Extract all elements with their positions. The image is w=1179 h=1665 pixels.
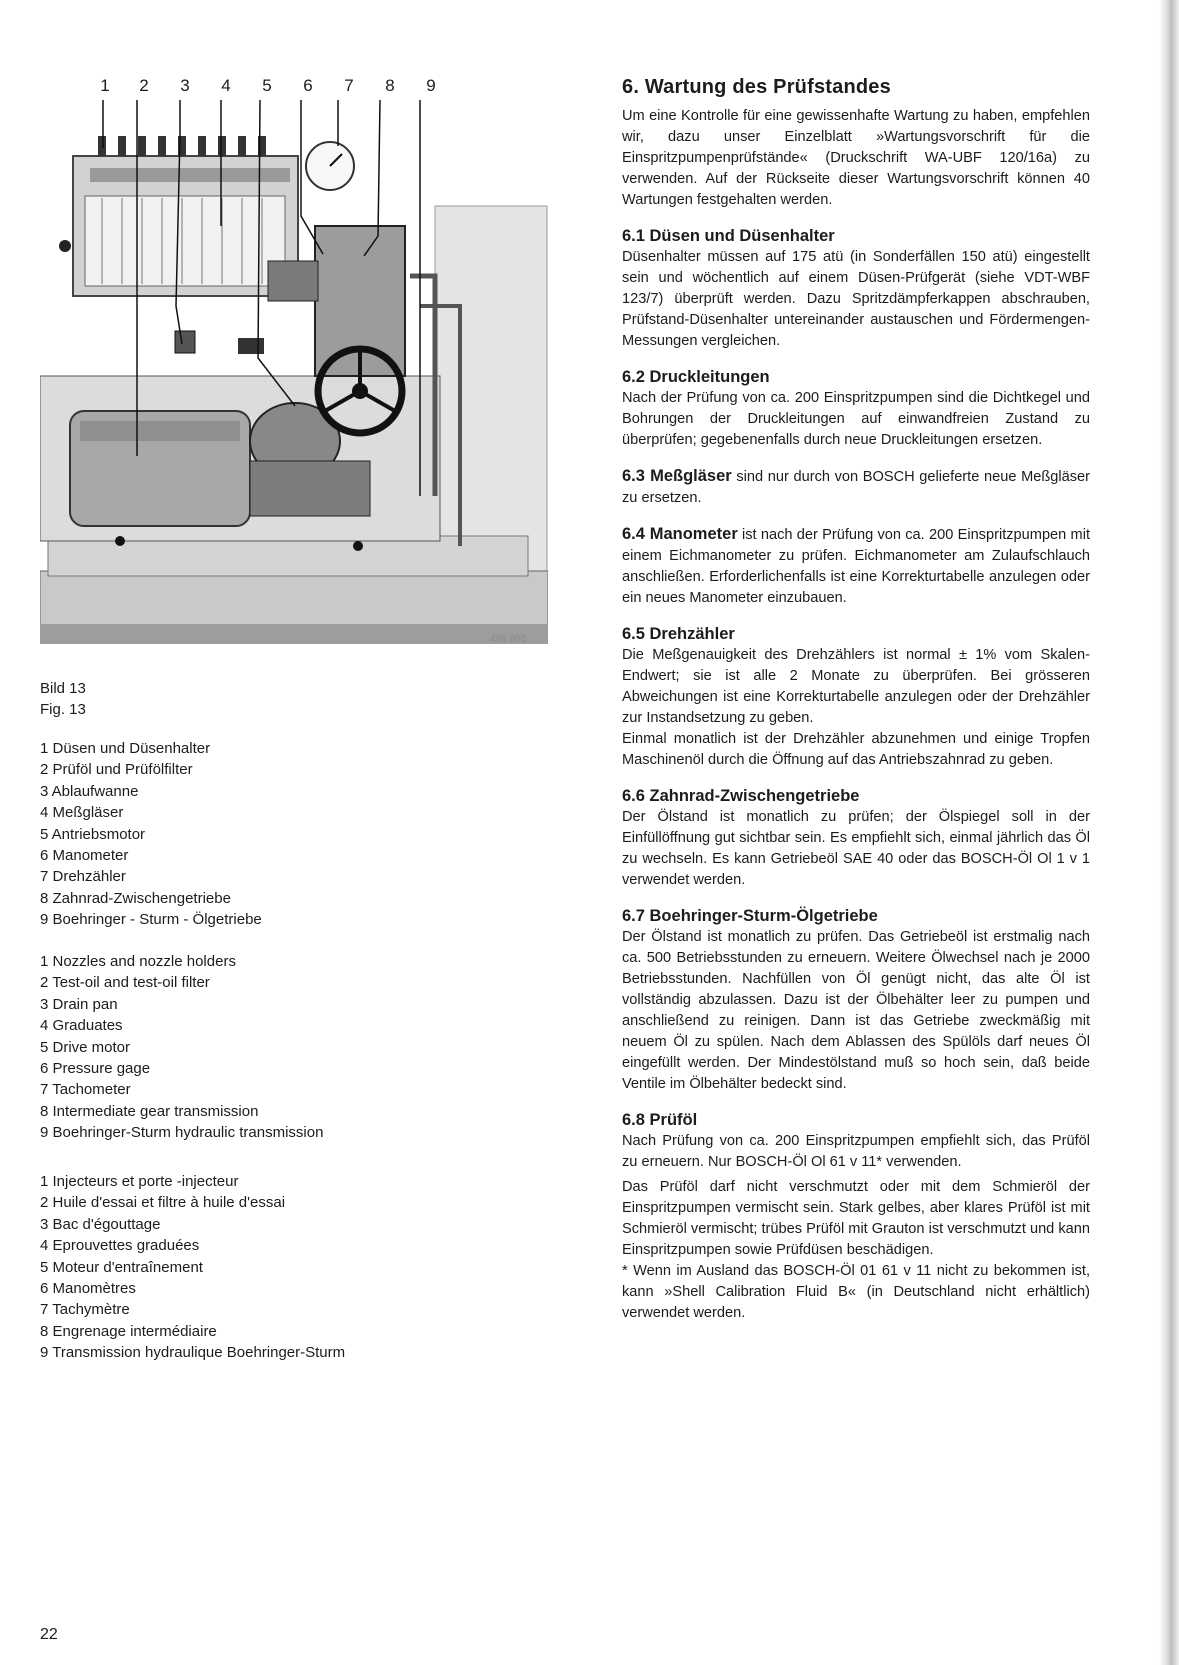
section-text: Nach Prüfung von ca. 200 Einspritzpumpen empfiehlt sich, das Prüföl zu erneuern. Nur BOSCH-Öl Ol 61 v 11* verwenden. xyxy=(622,1133,1090,1170)
legend-item: 9 Transmission hydraulique Boehringer-Sturm xyxy=(40,1344,346,1362)
legend-item: 5 Drive motor xyxy=(40,1038,131,1056)
legend-item: 1 Düsen und Düsenhalter xyxy=(40,740,211,757)
section-text: Nach der Prüfung von ca. 200 Einspritzpumpen sind die Dichtkegel und Bohrungen der Druckleitungen auf einwandfreien Zustand zu überprüfen; gegebenenfalls durch neue Druckleitungen ersetzen. xyxy=(622,390,1090,448)
section-text xyxy=(622,466,1090,509)
figure-code: 498 060 xyxy=(490,634,527,645)
section-6-1 xyxy=(622,226,1090,352)
figure-caption xyxy=(40,678,86,720)
section-text: Der Ölstand ist monatlich zu prüfen. Das Getriebeöl ist erstmalig nach ca. 500 Betriebsstunden zu erneuern. Weitere Ölwechsel nach je 2000 Betriebsstunden. Nachfüllen von Öl genügt nicht, das alte Öl ist vollständig abzulassen. Dazu ist der Ölbehälter leer zu pumpen und anschließend zu reinigen. Dann ist das Getriebe zweckmäßig mit neuem Öl zu spülen. Nach dem Ablassen des Spülöls darf neues Öl eingefüllt werden. Der Mindestölstand muß so hoch sein, daß beide Ventile im Ölbehälter bedeckt sind. xyxy=(622,929,1090,1092)
section-6-3 xyxy=(622,466,1090,509)
legend-item: 3 Bac d'égouttage xyxy=(40,1215,161,1233)
section-text: Düsenhalter müssen auf 175 atü (in Sonderfällen 150 atü) eingestellt sein und wöchentlich auf einem Düsen-Prüfgerät (siehe VDT-WBF 123/7) überprüft werden. Dazu Spritzdämpferkappen abschrauben, Prüfstand-Düsenhalter untereinander austauschen und Fördermengen-Messungen vergleichen. xyxy=(622,249,1090,349)
legend-item: 4 Eprouvettes graduées xyxy=(40,1237,200,1255)
section-title: 6.2 Druckleitungen xyxy=(622,368,770,386)
section-title: 6.5 Drehzähler xyxy=(622,625,735,643)
section-6-8 xyxy=(622,1110,1090,1261)
callout-2: 2 xyxy=(139,76,149,95)
section-6-4 xyxy=(622,524,1090,609)
legend-item: 8 Intermediate gear transmission xyxy=(40,1102,259,1120)
legend-item: 1 Nozzles and nozzle holders xyxy=(40,953,236,970)
section-text xyxy=(622,524,1090,609)
legend-item: 3 Drain pan xyxy=(40,995,118,1013)
legend-item: 3 Ablaufwanne xyxy=(40,782,139,800)
legend-item: 2 Test-oil and test-oil filter xyxy=(40,974,210,992)
section-6-5 xyxy=(622,624,1090,771)
caption-de: Bild 13 xyxy=(40,680,86,697)
footnote: * Wenn im Ausland das BOSCH-Öl 01 61 v 11 nicht zu bekommen ist, kann »Shell Calibration Fluid B« (in Deutschland nicht erhältlich) verwendet werden. xyxy=(622,1263,1090,1321)
maintenance-column xyxy=(622,76,1090,1324)
legend-item: 5 Antriebsmotor xyxy=(40,825,146,843)
legend-item: 4 Graduates xyxy=(40,1017,123,1035)
section-body: ist nach der Prüfung von ca. 200 Einspritzpumpen mit einem Eichmanometer zu prüfen. Eichmanometer am Zulaufschlauch anschließen. Erforderlichenfalls ist eine Korrekturtabelle anzulegen oder ein neues Manometer einzubauen. xyxy=(622,527,1090,606)
callout-4: 4 xyxy=(221,76,231,95)
test-bench-figure xyxy=(40,76,548,656)
legend-item: 7 Drehzähler xyxy=(40,868,126,886)
legend-item: 8 Engrenage intermédiaire xyxy=(40,1322,217,1340)
legend-french xyxy=(40,1171,345,1364)
legend-item: 6 Manomètres xyxy=(40,1280,136,1298)
section-text: Der Ölstand ist monatlich zu prüfen; der Ölspiegel soll in der Einfüllöffnung gut sichtbar sein. Es empfiehlt sich, einmal jährlich das Öl zu wechseln. Es kann Getriebeöl SAE 40 oder das BOSCH-Öl Ol 1 v 1 verwendet werden. xyxy=(622,809,1090,888)
section-title: 6.4 Manometer xyxy=(622,525,738,543)
section-title: 6.3 Meßgläser xyxy=(622,467,732,485)
callout-6: 6 xyxy=(303,76,313,95)
section-title: 6.8 Prüföl xyxy=(622,1111,698,1129)
legend-item: 6 Manometer xyxy=(40,847,129,865)
legend-item: 9 Boehringer-Sturm hydraulic transmission xyxy=(40,1124,324,1142)
callout-8: 8 xyxy=(385,76,395,95)
section-text-2: Das Prüföl darf nicht verschmutzt oder mit dem Schmieröl der Einspritzpumpen vermischt sein. Stark gelbes, aber klares Prüföl ist mit Schmieröl vermischt; trübes Prüföl mit Grauton ist verschmutzt und kann Einspritzpumpen sowie Prüfdüsen beschädigen. xyxy=(622,1179,1090,1258)
section-title: 6.6 Zahnrad-Zwischengetriebe xyxy=(622,787,860,805)
callout-7: 7 xyxy=(344,76,354,95)
section-6-2 xyxy=(622,367,1090,451)
legend-item: 2 Huile d'essai et filtre à huile d'essai xyxy=(40,1194,286,1212)
section-title: 6.1 Düsen und Düsenhalter xyxy=(622,227,835,245)
page-edge-shadow xyxy=(1159,0,1179,1665)
intro-paragraph: Um eine Kontrolle für eine gewissenhafte Wartung zu haben, empfehlen wir, dazu unser Einzelblatt »Wartungsvorschrift für die Einspritzpumpenprüfstände« (Druckschrift WA-UBF 120/16a) zu verwenden. Auf der Rückseite dieser Wartungsvorschrift können 40 Wartungen festgehalten werden. xyxy=(622,108,1090,208)
caption-en: Fig. 13 xyxy=(40,701,86,718)
legend-item: 6 Pressure gage xyxy=(40,1060,151,1078)
legend-item: 4 Meßgläser xyxy=(40,804,124,822)
legend-english xyxy=(40,951,323,1144)
legend-item: 7 Tachymètre xyxy=(40,1301,130,1319)
page-number: 22 xyxy=(40,1626,58,1643)
callout-3: 3 xyxy=(180,76,190,95)
section-body: sind nur durch von BOSCH gelieferte neue Meßgläser zu ersetzen. xyxy=(622,469,1091,506)
legend-item: 5 Moteur d'entraînement xyxy=(40,1258,203,1276)
main-heading: 6. Wartung des Prüfstandes xyxy=(622,76,891,98)
callout-9: 9 xyxy=(426,76,436,95)
section-text: Die Meßgenauigkeit des Drehzählers ist normal ± 1% vom Skalen-Endwert; sie ist alle 2 Monate zu überprüfen. Bei grösseren Abweichungen ist eine Korrekturtabelle anzulegen oder der Drehzähler zur Instandsetzung zu geben. xyxy=(622,647,1090,726)
legend-german xyxy=(40,738,262,931)
section-6-7 xyxy=(622,906,1090,1095)
section-6-6 xyxy=(622,786,1090,891)
section-text-2: Einmal monatlich ist der Drehzähler abzunehmen und einige Tropfen Maschinenöl durch die Öffnung auf das Antriebszahnrad zu geben. xyxy=(622,731,1090,768)
legend-item: 2 Prüföl und Prüfölfilter xyxy=(40,761,193,779)
legend-item: 7 Tachometer xyxy=(40,1081,131,1099)
callout-5: 5 xyxy=(262,76,272,95)
section-title: 6.7 Boehringer-Sturm-Ölgetriebe xyxy=(622,907,878,925)
legend-item: 1 Injecteurs et porte -injecteur xyxy=(40,1173,239,1190)
legend-item: 9 Boehringer - Sturm - Ölgetriebe xyxy=(40,911,262,929)
callout-1: 1 xyxy=(100,76,110,95)
legend-item: 8 Zahnrad-Zwischengetriebe xyxy=(40,889,231,907)
